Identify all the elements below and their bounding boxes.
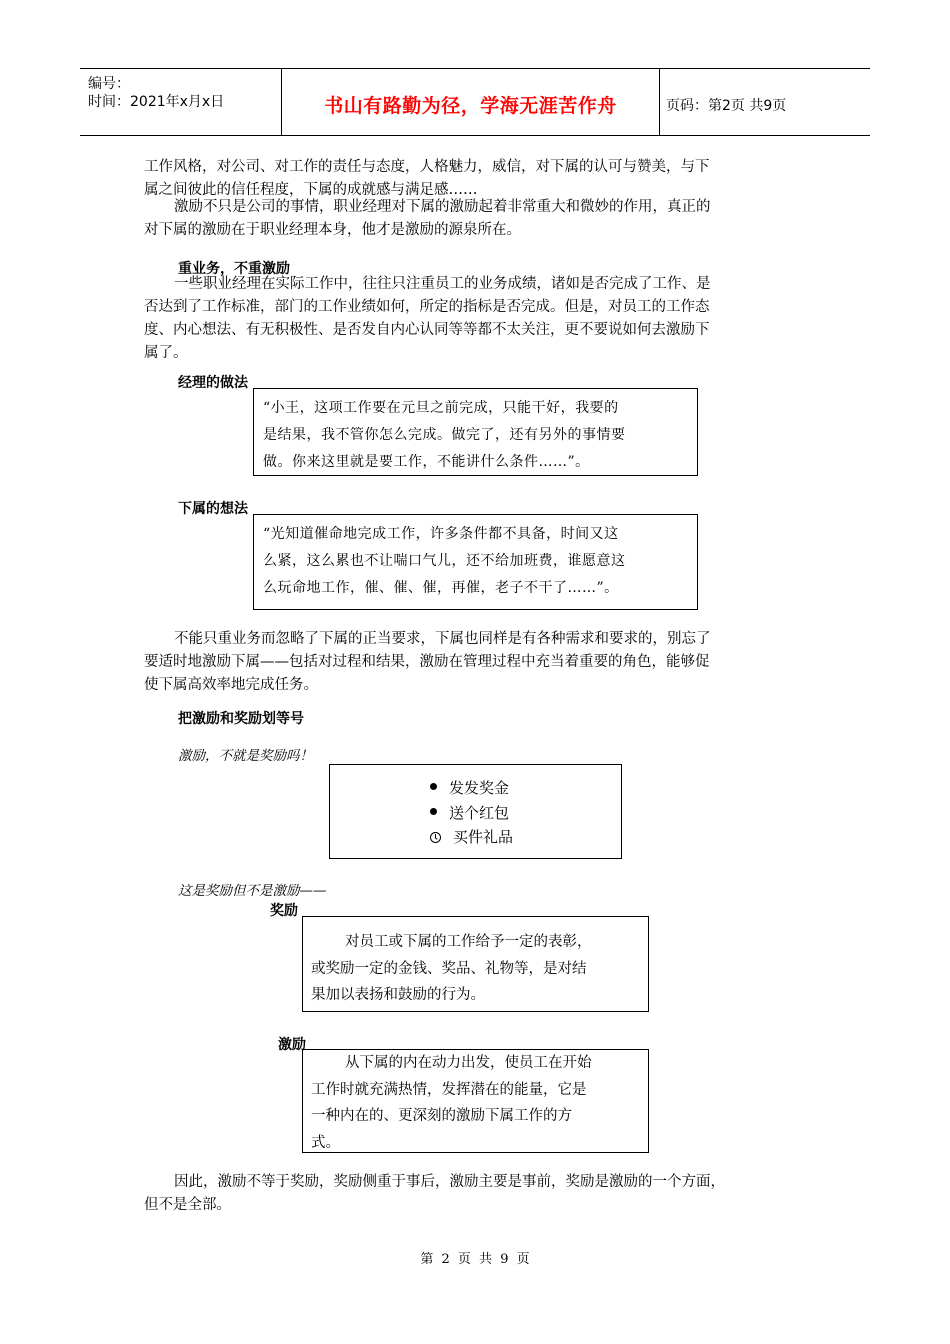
- clock-icon: [430, 832, 441, 843]
- subordinate-quote-box: [253, 514, 698, 610]
- text-line: 否达到了工作标准，部门的工作业绩如何，所定的指标是否完成。但是，对员工的工作态: [144, 299, 710, 315]
- header-motto: 书山有路勤为径，学海无涯苦作舟: [324, 95, 617, 117]
- intro-paragraph-2: [144, 196, 812, 242]
- text-line: 不能只重业务而忽略了下属的正当要求，下属也同样是有各种需求和要求的，别忘了: [174, 631, 711, 647]
- reward-list-box: [329, 764, 622, 859]
- heading-subordinate-view: 下属的想法: [178, 501, 248, 517]
- text-line: 要适时地激励下属——包括对过程和结果，激励在管理过程中充当着重要的角色，能够促: [144, 654, 710, 670]
- reward-definition-box: [302, 916, 649, 1012]
- not-motivation-note: 这是奖励但不是激励——: [178, 883, 327, 899]
- quote-line: 么紧，这么累也不让喘口气儿，还不给加班费，谁愿意这: [263, 553, 626, 569]
- heading-business-focus: 重业务，不重激励: [178, 261, 290, 277]
- list-item: [430, 802, 509, 823]
- definition-line: 或奖励一定的金钱、奖品、礼物等，是对结: [311, 960, 587, 977]
- page-header: [80, 68, 870, 136]
- heading-equate: 把激励和奖励划等号: [178, 711, 304, 727]
- definition-line: 对员工或下属的工作给予一定的表彰，: [345, 934, 592, 950]
- text-line: 属之间彼此的信任程度，下属的成就感与满足感……: [144, 182, 478, 198]
- header-page-cell: [660, 69, 870, 135]
- text-line: 工作风格，对公司、对工作的责任与态度，人格魅力，威信，对下属的认可与赞美，与下: [144, 159, 710, 175]
- quote-line: 做。你来这里就是要工作，不能讲什么条件……”。: [263, 454, 590, 470]
- header-info-cell: [80, 69, 282, 135]
- bullet-icon: [430, 783, 437, 790]
- text-line: 使下属高效率地完成任务。: [144, 677, 318, 693]
- definition-line: 一种内在的、更深刻的激励下属工作的方: [311, 1108, 572, 1124]
- text-line: 度、内心想法、有无积极性、是否发自内心认同等等都不太关注，更不要说如何去激励下: [144, 322, 710, 338]
- business-focus-paragraph: [144, 273, 812, 365]
- quote-line: “小王，这项工作要在元旦之前完成，只能干好，我要的: [263, 400, 619, 416]
- heading-manager-way: 经理的做法: [178, 375, 248, 391]
- bullet-icon: [430, 808, 437, 815]
- text-line: 属了。: [144, 345, 188, 361]
- manager-quote-box: [253, 388, 698, 476]
- document-number-label: 编号：: [88, 76, 130, 92]
- question-note: 激励，不就是奖励吗！: [178, 748, 313, 764]
- list-item: [430, 826, 513, 847]
- page-footer: 第 2 页 共 9 页: [420, 1252, 530, 1267]
- list-item-label: 送个红包: [449, 804, 510, 822]
- text-line: 激励不只是公司的事情，职业经理对下属的激励起着非常重大和微妙的作用，真正的: [174, 199, 711, 215]
- definition-line: 工作时就充满热情，发挥潜在的能量，它是: [311, 1081, 587, 1098]
- conclusion-paragraph-1: [144, 628, 812, 697]
- motivation-definition-box: [302, 1049, 649, 1153]
- list-item-label: 买件礼品: [453, 828, 514, 846]
- text-line: 但不是全部。: [144, 1197, 231, 1213]
- text-line: 因此，激励不等于奖励，奖励侧重于事后，激励主要是事前，奖励是激励的一个方面，: [174, 1174, 725, 1190]
- list-item: [430, 777, 509, 798]
- definition-line: 果加以表扬和鼓励的行为。: [311, 987, 485, 1003]
- quote-line: “光知道催命地完成工作，许多条件都不具备，时间又这: [263, 526, 619, 542]
- heading-reward: 奖励: [270, 903, 298, 919]
- definition-line: 式。: [311, 1134, 340, 1151]
- text-line: 一些职业经理在实际工作中，往往只注重员工的业务成绩，诸如是否完成了工作、是: [174, 276, 711, 292]
- list-item-label: 发发奖金: [449, 779, 510, 797]
- quote-line: 么玩命地工作，催、催、催，再催，老子不干了……”。: [263, 580, 619, 596]
- document-time-label: 时间：2021年x月x日: [88, 94, 225, 110]
- conclusion-paragraph-2: [144, 1171, 812, 1217]
- definition-line: 从下属的内在动力出发，使员工在开始: [345, 1055, 592, 1071]
- text-line: 对下属的激励在于职业经理本身，他才是激励的源泉所在。: [144, 222, 521, 238]
- header-page-number: 页码：第2页 共9页: [666, 98, 787, 114]
- quote-line: 是结果，我不管你怎么完成。做完了，还有另外的事情要: [263, 427, 626, 443]
- heading-motivation: 激励: [278, 1037, 306, 1053]
- header-motto-cell: [282, 69, 660, 135]
